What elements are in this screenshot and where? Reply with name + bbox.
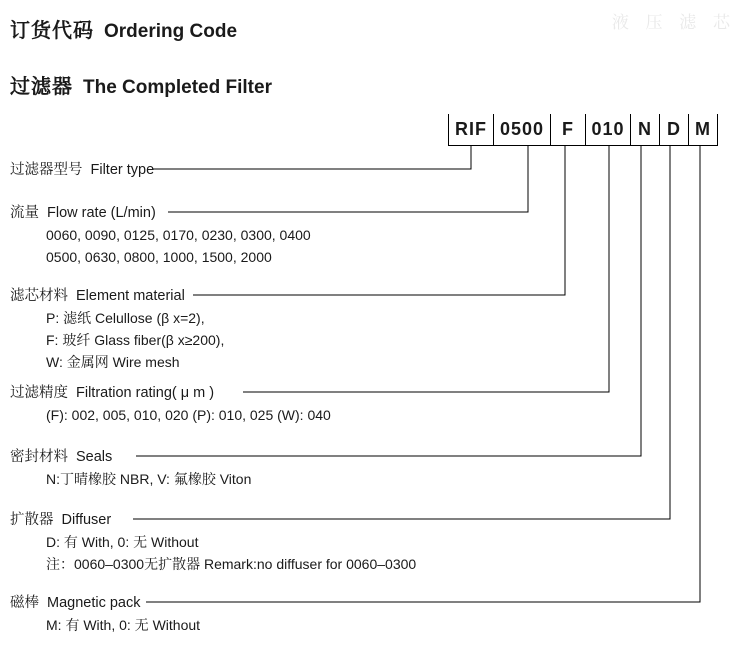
ordering-code-boxes [448,114,717,146]
legend-element-material-en: Element material [76,288,185,304]
legend-magnetic-pack-en: Magnetic pack [47,595,141,611]
legend-diffuser-line-1: D: 有 With, 0: 无 Without [46,534,199,550]
page-title-ordering-code [10,14,237,43]
legend-seals-cn: 密封材料 [10,449,68,465]
legend-element-material-cn: 滤芯材料 [10,288,68,304]
legend-filter-type [10,160,154,181]
legend-flow-rate-en: Flow rate (L/min) [47,205,156,221]
legend-diffuser [10,510,416,575]
legend-filter-type-en: Filter type [90,162,155,178]
legend-magnetic-pack-cn: 磁棒 [10,595,39,611]
legend-seals [10,447,251,490]
legend-diffuser-line-2: 注：0060–0300无扩散器 Remark:no diffuser for 0060–0300 [46,556,417,572]
legend-filtration-rating-cn: 过滤精度 [10,385,68,401]
legend-filtration-rating-en: Filtration rating( μ m ) [76,385,215,401]
section-title-completed-filter [10,70,272,99]
code-cell-filtration-rating: 010 [585,114,631,146]
legend-flow-rate [10,203,311,268]
legend-seals-line-1: N:丁晴橡胶 NBR, V: 氟橡胶 Viton [46,471,252,487]
legend-element-material-line-3: W: 金属网 Wire mesh [46,354,180,370]
code-cell-filter-type: RIF [448,114,494,146]
code-cell-element-material: F [550,114,586,146]
legend-element-material-line-2: F: 玻纤 Glass fiber(β x≥200), [46,332,225,348]
legend-diffuser-cn: 扩散器 [10,512,54,528]
legend-element-material-line-1: P: 滤纸 Celullose (β x=2), [46,310,205,326]
completed-filter-title-cn: 过滤器 [10,76,73,98]
legend-flow-rate-line-2: 0500, 0630, 0800, 1000, 1500, 2000 [46,249,272,265]
legend-filtration-rating-line-1: (F): 002, 005, 010, 020 (P): 010, 025 (W): 040 [46,407,331,423]
legend-element-material [10,286,224,373]
legend-flow-rate-line-1: 0060, 0090, 0125, 0170, 0230, 0300, 0400 [46,227,311,243]
legend-filter-type-cn: 过滤器型号 [10,162,83,178]
code-cell-diffuser: D [659,114,689,146]
legend-filtration-rating [10,383,331,426]
legend-seals-en: Seals [76,449,113,465]
code-cell-flow-rate: 0500 [493,114,551,146]
completed-filter-title-en: The Completed Filter [83,77,272,98]
legend-magnetic-pack [10,593,200,636]
ordering-code-title-en: Ordering Code [104,21,238,42]
code-cell-magnetic-pack: M [688,114,718,146]
legend-flow-rate-cn: 流量 [10,205,39,221]
legend-diffuser-en: Diffuser [61,512,112,528]
code-cell-seals: N [630,114,660,146]
watermark-text: 液 压 滤 芯 [611,13,736,32]
legend-magnetic-pack-line-1: M: 有 With, 0: 无 Without [46,617,201,633]
ordering-code-title-cn: 订货代码 [10,20,94,42]
